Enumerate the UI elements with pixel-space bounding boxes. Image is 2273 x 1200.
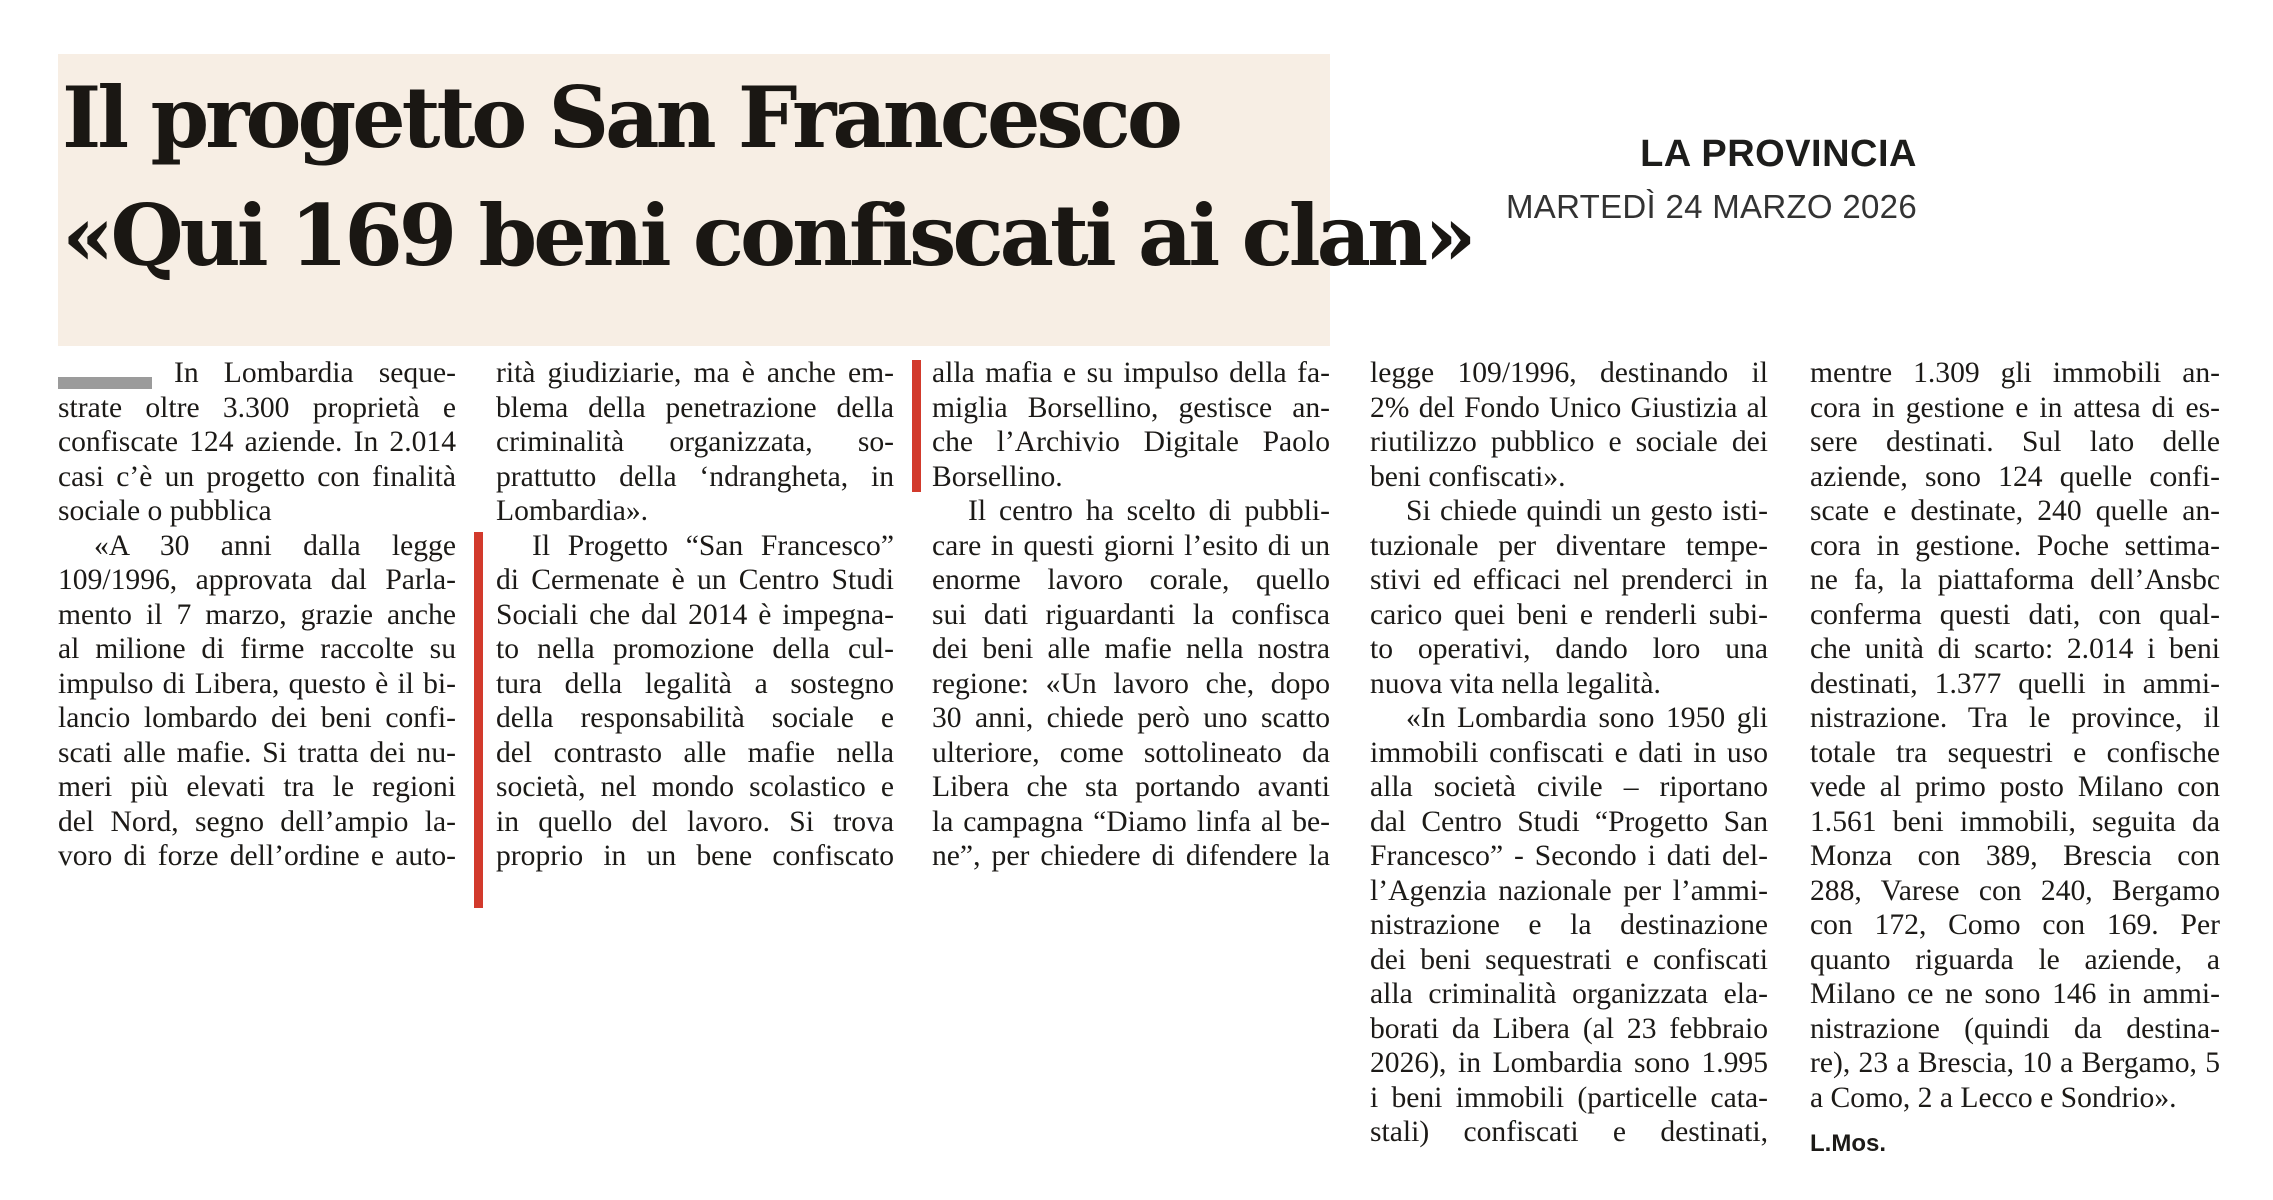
text-line: Il Progetto “San Francesco” bbox=[532, 529, 894, 562]
text-line: care in questi giorni l’esito di un bbox=[932, 529, 1330, 562]
text-line: alla mafia e su impulso della fa- bbox=[932, 357, 1330, 389]
article-column-4 bbox=[1370, 356, 1768, 1150]
text-line: Lombardia». bbox=[496, 495, 649, 527]
publication-date: MARTEDÌ 24 MARZO 2026 bbox=[1506, 188, 1917, 225]
text-line: nistrazione. Tra le province, il bbox=[1810, 702, 2220, 734]
text-line: rità giudiziarie, ma è anche em- bbox=[496, 357, 894, 389]
text-line: in quello del lavoro. Si trova bbox=[496, 805, 894, 838]
text-line: to operativi, dando loro una bbox=[1370, 633, 1768, 665]
text-line: della responsabilità sociale e bbox=[496, 702, 894, 734]
text-line: nistrazione e la destinazione bbox=[1370, 909, 1768, 941]
text-line: che l’Archivio Digitale Paolo bbox=[932, 426, 1330, 458]
text-line: Milano ce ne sono 146 in ammi- bbox=[1810, 978, 2220, 1010]
text-line: ulteriore, come sottolineato da bbox=[932, 736, 1330, 769]
text-line: con 172, Como con 169. Per bbox=[1810, 909, 2220, 941]
text-line: 30 anni, chiede però uno scatto bbox=[932, 702, 1330, 734]
newspaper-name: LA PROVINCIA bbox=[1640, 133, 1917, 175]
article-column-3 bbox=[932, 356, 1330, 874]
text-line: «A 30 anni dalla legge bbox=[94, 529, 456, 562]
text-line: 1.561 beni immobili, seguita da bbox=[1810, 805, 2220, 838]
text-line: del Nord, segno dell’ampio la- bbox=[58, 805, 456, 838]
text-line: stali) confiscati e destinati, bbox=[1370, 1116, 1768, 1148]
text-line: tura della legalità a sostegno bbox=[496, 667, 894, 700]
text-line: nuova vita nella legalità. bbox=[1370, 667, 1661, 700]
text-line: lancio lombardo dei beni confi- bbox=[58, 702, 456, 734]
text-line: enorme lavoro corale, quello bbox=[932, 564, 1330, 596]
text-line: la campagna “Diamo linfa al be- bbox=[932, 805, 1330, 838]
kicker-line: In Lombardia seque- bbox=[174, 357, 456, 389]
text-line: nistrazione (quindi da destina- bbox=[1810, 1012, 2220, 1045]
accent-bar-column-2 bbox=[474, 532, 483, 908]
text-line: miglia Borsellino, gestisce an- bbox=[932, 391, 1330, 424]
text-line: ne”, per chiedere di difendere la bbox=[932, 840, 1330, 872]
text-line: vede al primo posto Milano con bbox=[1810, 771, 2220, 803]
text-line: Borsellino. bbox=[932, 460, 1063, 493]
text-line: dal Centro Studi “Progetto San bbox=[1370, 805, 1768, 838]
text-line: scate e destinate, 240 quelle an- bbox=[1810, 495, 2220, 527]
text-line: criminalità organizzata, so- bbox=[496, 426, 894, 458]
masthead bbox=[1506, 133, 1917, 226]
text-line: ne fa, la piattaforma dell’Ansbc bbox=[1810, 564, 2220, 596]
text-line: Sociali che dal 2014 è impegna- bbox=[496, 598, 894, 631]
text-line: del contrasto alle mafie nella bbox=[496, 736, 894, 769]
headline-line-2: «Qui 169 beni confiscati ai clan» bbox=[62, 186, 1473, 285]
text-line: proprio in un bene confiscato bbox=[496, 840, 894, 872]
text-line: Si chiede quindi un gesto isti- bbox=[1406, 495, 1768, 527]
text-line: borati da Libera (al 23 febbraio bbox=[1370, 1012, 1768, 1045]
text-line: voro di forze dell’ordine e auto- bbox=[58, 840, 456, 872]
text-line: prattutto della ‘ndrangheta, in bbox=[496, 460, 894, 493]
text-line: al milione di firme raccolte su bbox=[58, 633, 456, 665]
text-line: Monza con 389, Brescia con bbox=[1810, 840, 2220, 872]
article-column-2 bbox=[496, 356, 894, 874]
text-line: l’Agenzia nazionale per l’ammi- bbox=[1370, 874, 1768, 907]
text-line: destinati, 1.377 quelli in ammi- bbox=[1810, 667, 2220, 700]
article-column-1 bbox=[58, 356, 456, 874]
text-line: totale tra sequestri e confische bbox=[1810, 736, 2220, 769]
text-line: 288, Varese con 240, Bergamo bbox=[1810, 874, 2220, 907]
text-line: impulso di Libera, questo è il bi- bbox=[58, 667, 456, 700]
text-line: regione: «Un lavoro che, dopo bbox=[932, 667, 1330, 700]
text-line: alla società civile – riportano bbox=[1370, 771, 1768, 803]
author-signature: L.Mos. bbox=[1810, 1130, 1886, 1157]
text-line: alla criminalità organizzata ela- bbox=[1370, 978, 1768, 1010]
kicker-line: strate oltre 3.300 proprietà e bbox=[58, 391, 456, 424]
text-line: Il centro ha scelto di pubbli- bbox=[968, 495, 1330, 527]
text-line: 2026), in Lombardia sono 1.995 bbox=[1370, 1047, 1768, 1079]
text-line: di Cermenate è un Centro Studi bbox=[496, 564, 894, 596]
text-line: Libera che sta portando avanti bbox=[932, 771, 1330, 803]
kicker-line: casi c’è un progetto con finalità bbox=[58, 460, 456, 493]
text-line: tuzionale per diventare tempe- bbox=[1370, 529, 1768, 562]
text-line: a Como, 2 a Lecco e Sondrio». bbox=[1810, 1081, 2177, 1114]
text-line: riutilizzo pubblico e sociale dei bbox=[1370, 426, 1768, 458]
text-line: sere destinati. Sul lato delle bbox=[1810, 426, 2220, 458]
text-line: aziende, sono 124 quelle confi- bbox=[1810, 460, 2220, 493]
text-line: mento il 7 marzo, grazie anche bbox=[58, 598, 456, 631]
text-line: 2% del Fondo Unico Giustizia al bbox=[1370, 391, 1768, 424]
text-line: stivi ed efficaci nel prenderci in bbox=[1370, 564, 1768, 596]
text-line: i beni immobili (particelle cata- bbox=[1370, 1081, 1768, 1114]
text-line: mentre 1.309 gli immobili an- bbox=[1810, 357, 2220, 389]
text-line: conferma questi dati, con qual- bbox=[1810, 598, 2220, 631]
text-line: beni confiscati». bbox=[1370, 460, 1566, 493]
text-line: blema della penetrazione della bbox=[496, 391, 894, 424]
text-line: società, nel mondo scolastico e bbox=[496, 771, 894, 803]
headline-line-1: Il progetto San Francesco bbox=[62, 68, 1179, 167]
text-line: meri più elevati tra le regioni bbox=[58, 771, 456, 803]
text-line: to nella promozione della cul- bbox=[496, 633, 894, 665]
text-line: re), 23 a Brescia, 10 a Bergamo, 5 bbox=[1810, 1047, 2220, 1079]
text-line: scati alle mafie. Si tratta dei nu- bbox=[58, 736, 456, 769]
text-line: dei beni alle mafie nella nostra bbox=[932, 633, 1330, 665]
text-line: dei beni sequestrati e confiscati bbox=[1370, 943, 1768, 976]
text-line: sui dati riguardanti la confisca bbox=[932, 598, 1330, 631]
text-line: quanto riguarda le aziende, a bbox=[1810, 943, 2220, 976]
text-line: 109/1996, approvata dal Parla- bbox=[58, 564, 456, 596]
text-line: Francesco” - Secondo i dati del- bbox=[1370, 840, 1768, 872]
text-line: che unità di scarto: 2.014 i beni bbox=[1810, 633, 2220, 665]
kicker-line: confiscate 124 aziende. In 2.014 bbox=[58, 426, 456, 458]
text-line: «In Lombardia sono 1950 gli bbox=[1406, 702, 1768, 734]
text-line: cora in gestione. Poche settima- bbox=[1810, 529, 2220, 562]
text-line: carico quei beni e renderli subi- bbox=[1370, 598, 1768, 631]
text-line: legge 109/1996, destinando il bbox=[1370, 357, 1768, 389]
accent-bar-column-3 bbox=[912, 360, 921, 492]
article-column-5 bbox=[1810, 356, 2220, 1115]
text-line: cora in gestione e in attesa di es- bbox=[1810, 391, 2220, 424]
kicker-line: sociale o pubblica bbox=[58, 495, 272, 527]
text-line: immobili confiscati e dati in uso bbox=[1370, 736, 1768, 769]
